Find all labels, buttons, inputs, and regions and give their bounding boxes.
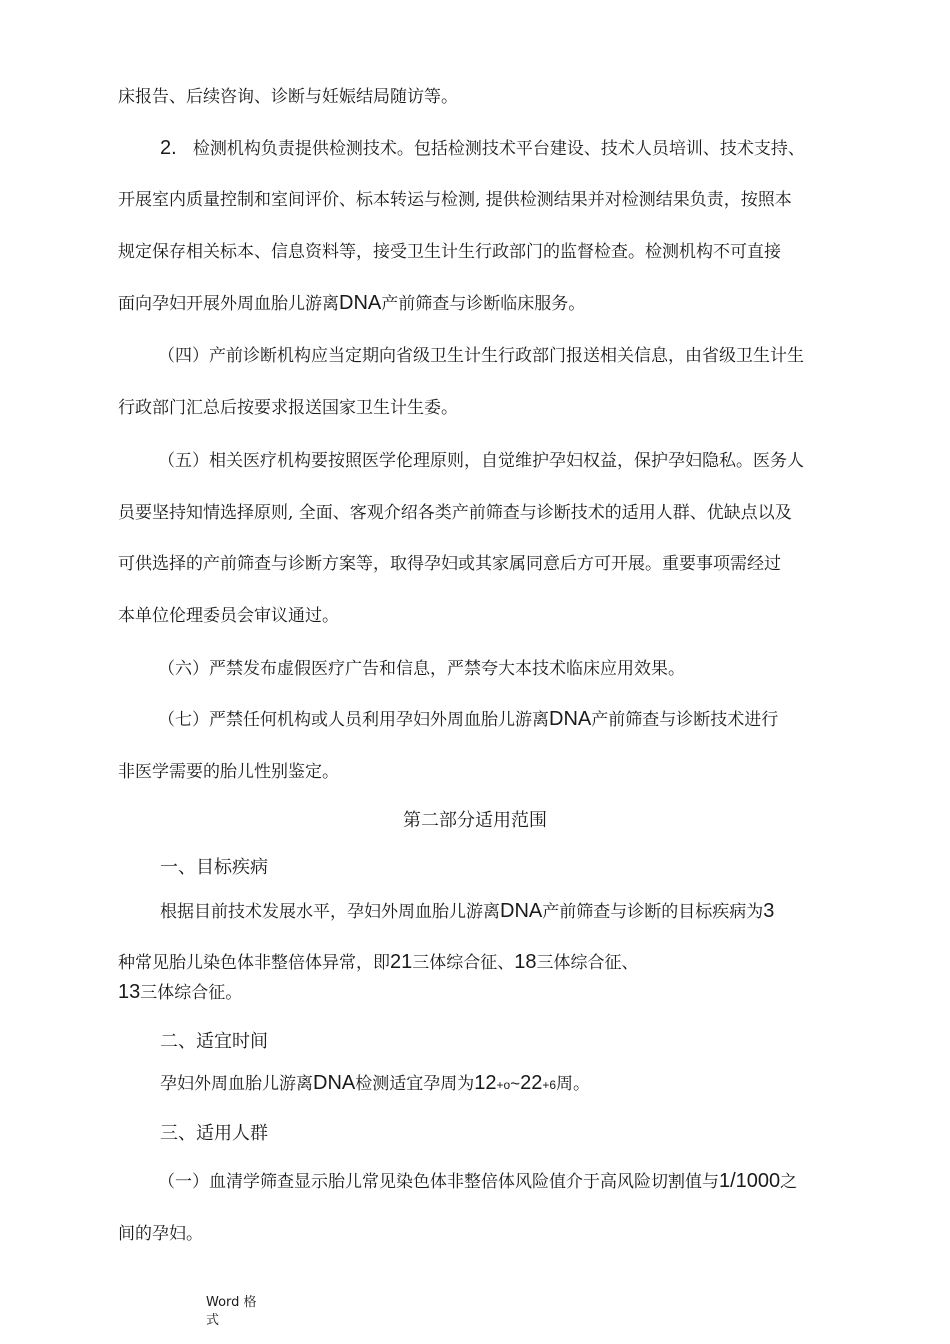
- paragraph-line: 行政部门汇总后按要求报送国家卫生计生委。: [118, 398, 458, 418]
- paragraph-line: （六）严禁发布虚假医疗广告和信息，严禁夸大本技术临床应用效果。: [158, 659, 685, 679]
- paragraph-line: 规定保存相关标本、信息资料等，接受卫生计生行政部门的监督检查。检测机构不可直接: [118, 242, 781, 262]
- paragraph-line: 间的孕妇。: [118, 1224, 203, 1244]
- subsection-heading: 二、适宜时间: [160, 1031, 268, 1052]
- paragraph-line: 员要坚持知情选择原则, 全面、客观介绍各类产前筛查与诊断技术的适用人群、优缺点以及: [118, 503, 792, 523]
- paragraph-line: 床报告、后续咨询、诊断与妊娠结局随访等。: [118, 87, 458, 107]
- list-number: 2.: [160, 137, 177, 159]
- paragraph-line: 可供选择的产前筛查与诊断方案等，取得孕妇或其家属同意后方可开展。重要事项需经过: [118, 554, 781, 574]
- paragraph-line: （七）严禁任何机构或人员利用孕妇外周血胎儿游离DNA产前筛查与诊断技术进行: [158, 708, 779, 730]
- section-title: 第二部分适用范围: [403, 810, 547, 831]
- paragraph-line: 2. 检测机构负责提供检测技术。包括检测技术平台建设、技术人员培训、技术支持、: [160, 137, 805, 159]
- paragraph-line: 非医学需要的胎儿性别鉴定。: [118, 762, 339, 782]
- subsection-heading: 一、目标疾病: [160, 857, 268, 878]
- subsection-heading: 三、适用人群: [160, 1123, 268, 1144]
- paragraph-line: 面向孕妇开展外周血胎儿游离DNA产前筛查与诊断临床服务。: [118, 292, 586, 314]
- paragraph-line: 开展室内质量控制和室间评价、标本转运与检测, 提供检测结果并对检测结果负责，按照本: [118, 190, 792, 210]
- paragraph-line: 孕妇外周血胎儿游离DNA检测适宜孕周为12+o~22+6周。: [160, 1072, 591, 1094]
- paragraph-line: 根据目前技术发展水平，孕妇外周血胎儿游离DNA产前筛查与诊断的目标疾病为3: [160, 900, 775, 922]
- footer-text: Word 格: [206, 1295, 257, 1310]
- footer-text: 式: [206, 1313, 220, 1328]
- paragraph-line: 13三体综合征。: [118, 981, 243, 1003]
- paragraph-line: （四）产前诊断机构应当定期向省级卫生计生行政部门报送相关信息，由省级卫生计生: [158, 346, 804, 366]
- paragraph-line: （一）血清学筛查显示胎儿常见染色体非整倍体风险值介于高风险切割值与1/1000之: [158, 1170, 798, 1192]
- paragraph-line: （五）相关医疗机构要按照医学伦理原则，自觉维护孕妇权益，保护孕妇隐私。医务人: [158, 451, 804, 471]
- paragraph-line: 种常见胎儿染色体非整倍体异常，即21三体综合征、18三体综合征、: [118, 951, 639, 973]
- paragraph-line: 本单位伦理委员会审议通过。: [118, 606, 339, 626]
